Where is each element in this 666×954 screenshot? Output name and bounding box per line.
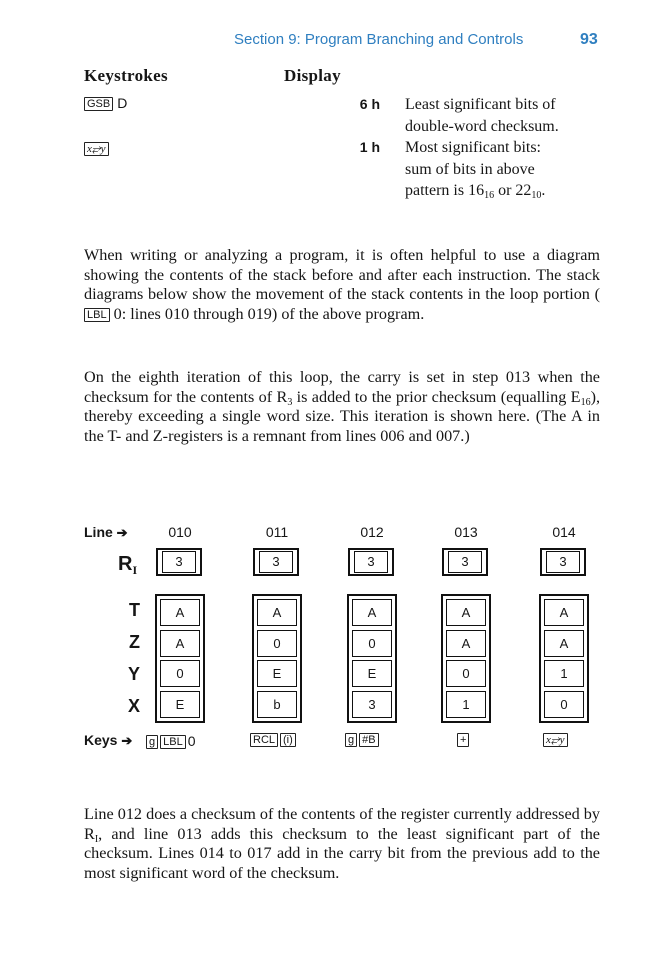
register-label-y: Y: [127, 664, 140, 684]
stack-cell-x: 0: [544, 691, 584, 718]
stack-cell-y: 0: [160, 660, 200, 687]
keys-label: Keys ➔: [84, 732, 133, 748]
calculator-key: RCL: [250, 733, 278, 747]
line-label: Line ➔: [84, 524, 128, 540]
stack-cell-z: A: [160, 630, 200, 657]
stack-cell-t: A: [352, 599, 392, 626]
ri-register-box: [348, 548, 394, 576]
stack-cell-x: 1: [446, 691, 486, 718]
step-keys: [543, 733, 570, 747]
step-number: 011: [265, 524, 289, 540]
step-keys: [457, 733, 471, 747]
keystroke-row-1: [84, 95, 127, 113]
right-arrow-icon: ➔: [116, 525, 128, 540]
key-suffix: 0: [187, 733, 196, 749]
row-1-description: [405, 94, 615, 137]
calculator-key: x⥂y: [543, 733, 568, 747]
calculator-key: g: [345, 733, 357, 747]
stack-cell-t: A: [257, 599, 297, 626]
stack-box: [252, 594, 302, 723]
stack-box: [347, 594, 397, 723]
stack-cell-y: 0: [446, 660, 486, 687]
stack-cell-t: A: [544, 599, 584, 626]
section-header: Section 9: Program Branching and Controls: [234, 31, 524, 48]
step-number: 014: [552, 524, 576, 540]
desc-line: Most significant bits:: [405, 139, 541, 156]
stack-cell-z: 0: [257, 630, 297, 657]
stack-cell-y: E: [257, 660, 297, 687]
stack-cell-x: 3: [352, 691, 392, 718]
ri-value: 3: [546, 551, 580, 573]
stack-cell-x: E: [160, 691, 200, 718]
stack-cell-z: A: [544, 630, 584, 657]
ri-value: 3: [162, 551, 196, 573]
stack-box: [441, 594, 491, 723]
calculator-key: +: [457, 733, 469, 747]
step-number: 013: [454, 524, 478, 540]
paragraph-line-012: Line 012 does a checksum of the contents of the register currently addressed by $R_I$, and line 013 adds this checksum to the least significant part of the checksum. Lines 014 to 017 add in the carry bit from the previous add to the most significant word of the checksum.: [84, 805, 600, 883]
register-label-x: X: [127, 696, 140, 716]
calculator-key: #B: [359, 733, 378, 747]
display-heading: Display: [284, 66, 341, 85]
ri-value: 3: [259, 551, 293, 573]
stack-cell-z: 0: [352, 630, 392, 657]
step-keys: [250, 733, 298, 747]
stack-cell-z: A: [446, 630, 486, 657]
ri-register-box: [540, 548, 586, 576]
stack-box: [155, 594, 205, 723]
ri-register-box: [156, 548, 202, 576]
calculator-key: (i): [280, 733, 296, 747]
ri-value: 3: [354, 551, 388, 573]
stack-cell-x: b: [257, 691, 297, 718]
desc-line: double-word checksum.: [405, 117, 559, 135]
stack-cell-y: E: [352, 660, 392, 687]
calculator-key: g: [146, 735, 158, 749]
keystroke-row-2: [84, 140, 109, 158]
step-keys: [146, 733, 196, 749]
ri-label: $R_I$: [118, 553, 138, 577]
stack-cell-t: A: [446, 599, 486, 626]
keystrokes-heading: Keystrokes: [84, 66, 168, 85]
ri-value: 3: [448, 551, 482, 573]
stack-box: [539, 594, 589, 723]
desc-line: Least significant bits of: [405, 96, 556, 113]
keystroke-suffix: D: [117, 95, 128, 111]
row-2-description: [405, 137, 615, 202]
desc-line: sum of bits in above: [405, 160, 535, 178]
step-number: 010: [168, 524, 192, 540]
desc-line: pattern is $16_{16}$ or $22_{10}$.: [405, 182, 546, 201]
ri-register-box: [253, 548, 299, 576]
display-value: 1 h: [359, 139, 380, 155]
x-exchange-y-key: x⥂y: [84, 142, 109, 156]
register-label-z: Z: [129, 632, 140, 652]
right-arrow-icon: ➔: [121, 733, 133, 748]
stack-cell-y: 1: [544, 660, 584, 687]
paragraph-eighth-iteration: On the eighth iteration of this loop, the carry is set in step 013 when the checksum for the contents of $R_3$ is added to the prior checksum (equalling $E_{16}$), thereby exceeding a single word size. This iteration is shown here. (The A in the T- and Z-registers is a remnant from lines 006 and 007.): [84, 368, 600, 446]
display-value: 6 h: [359, 96, 380, 112]
step-keys: [345, 733, 381, 747]
page-number: 93: [580, 31, 598, 48]
lbl-key: LBL: [84, 308, 110, 322]
ri-register-box: [442, 548, 488, 576]
stack-cell-t: A: [160, 599, 200, 626]
calculator-key: LBL: [160, 735, 186, 749]
step-number: 012: [360, 524, 384, 540]
register-label-t: T: [129, 600, 140, 620]
paragraph-stack-diagrams: When writing or analyzing a program, it is often helpful to use a diagram showing the contents of the stack before and after each instruction. The stack diagrams below show the movement of the stack contents in the loop portion (LBL 0: lines 010 through 019) of the above program.: [84, 246, 600, 324]
gsb-key: GSB: [84, 97, 113, 111]
